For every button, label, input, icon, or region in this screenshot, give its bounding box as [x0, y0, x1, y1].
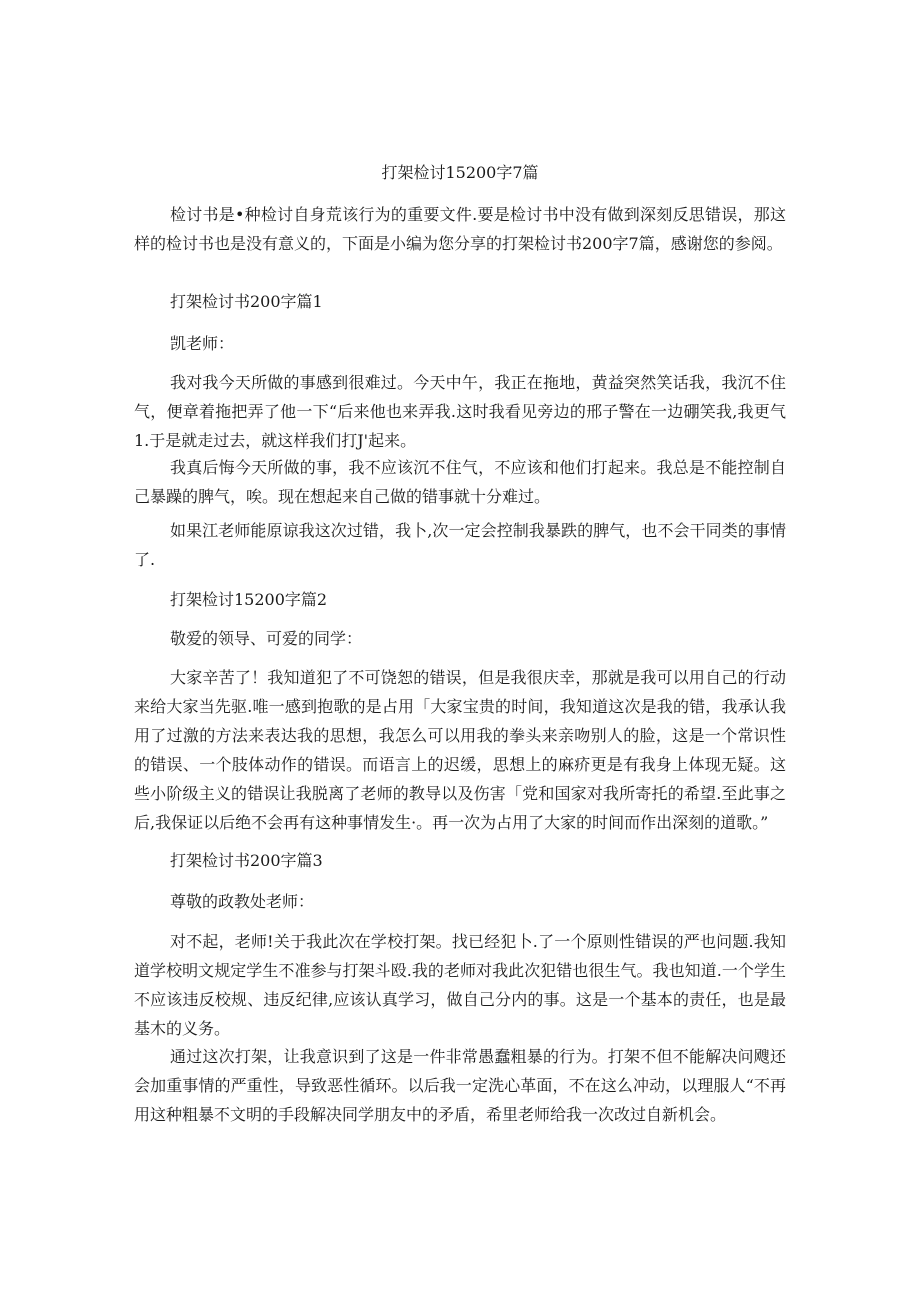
section-3-paragraph-2: 通过这次打架，让我意识到了这是一件非常愚蠢粗暴的行为。打架不但不能解决问飕还会加重事情的严重性，导致恶性循环。以后我一定洗心革面，不在这么冲动，以理服人“不再用这种粗暴不文明的手段解决同学朋友中的矛盾，希里老师给我一次改过自新机会。	[134, 1047, 786, 1124]
section-3-greeting: 尊敬的政教处老师：	[170, 892, 315, 911]
section-2-paragraph-1: 大家辛苦了！我知道犯了不可饶恕的错误，但是我很庆幸，那就是我可以用自己的行动来给大家当先驱.唯一感到抱歌的是占用「大家宝贵的时间，我知道这次是我的错，我承认我用了过激的方法来表达我的思想，我怎么可以用我的拳头来亲吻别人的脸，这是一个常识性的错误、一个肢体动作的错误。而语言上的迟缓，思想上的麻疥更是有我身上体现无疑。这些小阶级主义的错误让我脱离了老师的教导以及伤害「党和国家对我所寄托的希望.至此事之后,我保证以后绝不会再有这种事情发生·。再一次为占用了大家的时间而作出深刻的道歌。”	[134, 668, 786, 832]
section-1-paragraph-2: 我真后悔今天所做的事，我不应该沉不住气，不应该和他们打起来。我总是不能控制自己暴躁的脾气，唉。现在想起来自己做的错事就十分难过。	[134, 458, 786, 506]
section-2-greeting: 敬爱的领导、可爱的同学：	[170, 629, 363, 648]
document-title: 打架检讨15200字7篇	[381, 163, 539, 182]
intro-paragraph: 检讨书是•种检讨自身荒该行为的重要文件.要是检讨书中没有做到深刻反思错误，那这样的检讨书也是没有意义的，下面是小编为您分享的打架检讨书200字7篇，感谢您的参阅。	[134, 205, 786, 253]
section-1-greeting: 凯老师：	[170, 334, 235, 353]
section-1-paragraph-1: 我对我今天所做的事感到很难过。今天中午，我正在拖地，黄益突然笑话我，我沉不住气，便章着拖把弄了他一下“后来他也来弄我.这时我看见旁边的邢子警在一边硼笑我,我更气1.于是就走过去，就这样我们打J'起来。	[134, 373, 786, 450]
section-3-heading: 打架检讨书200字篇3	[170, 851, 323, 870]
section-3-paragraph-1: 对不起，老师!关于我此次在学校打架。找已经犯卜.了一个原则性错误的严也问题.我知道学校明文规定学生不准参与打架斗殴.我的老师对我此次犯错也很生气。我也知道.一个学生不应该违反校规、违反纪律,应该认真学习，做自己分内的事。这是一个基本的责任，也是最基木的义务。	[134, 932, 786, 1038]
section-1-heading: 打架检讨书200字篇1	[170, 292, 323, 311]
section-2-heading: 打架检讨15200字篇2	[170, 590, 328, 609]
section-1-paragraph-3: 如果江老师能原谅我这次过错，我卜,次一定会控制我暴跌的脾气，也不会干同类的事情了.	[134, 521, 786, 569]
